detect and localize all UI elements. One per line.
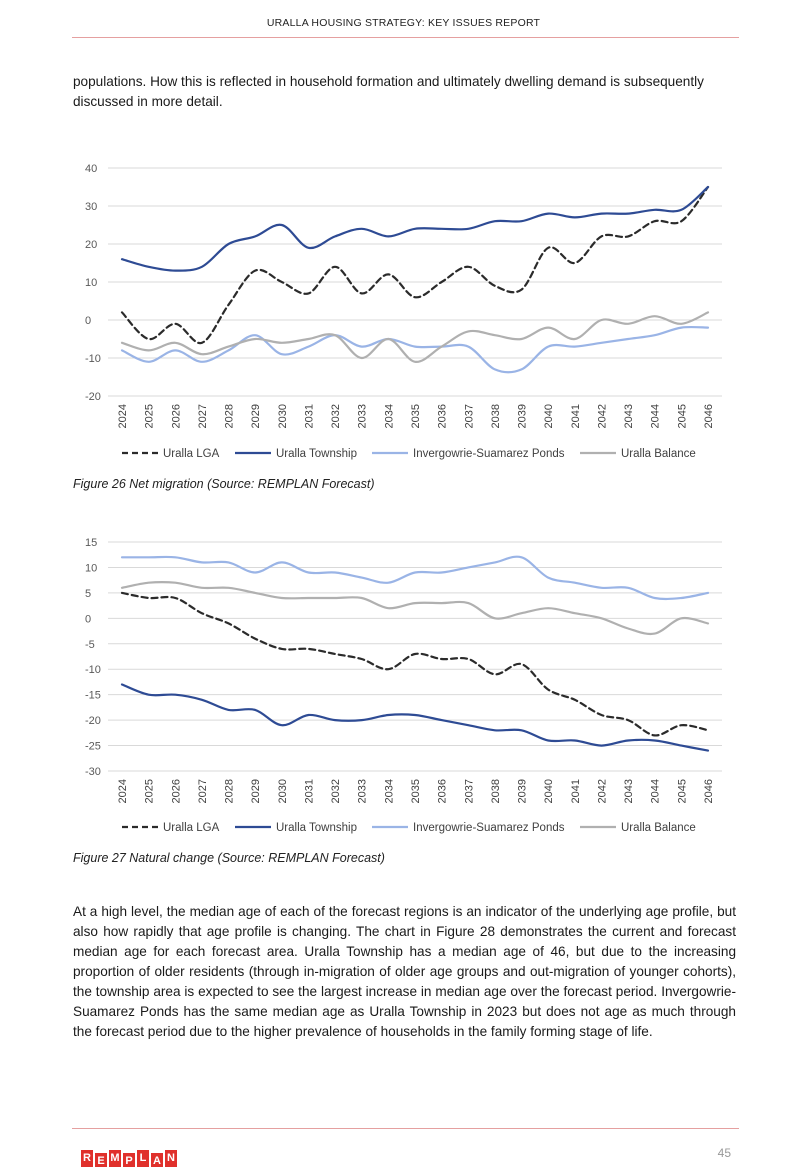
x-tick-label: 2030 bbox=[276, 779, 289, 804]
y-tick-label: -5 bbox=[85, 638, 95, 651]
natural-change-chart bbox=[60, 525, 740, 845]
body-paragraph: At a high level, the median age of each of the forecast regions is an indicator of the underlying age profile, but also how rapidly that age profile is changing. The chart in Figure 28 demonstrates the current and forecast median age for each forecast area. Uralla Township has a median age of 46, but due to the increasing proportion of older residents (through in-migration of older age groups and out-migration of younger cohorts), the township area is expected to see the largest increase in median age over the forecast period. Invergowrie-Suamarez Ponds has the same median age as Uralla Township in 2023 but does not age as much through the forecast period due to the higher prevalence of households in the family forming stage of life. bbox=[73, 904, 736, 1039]
y-tick-label: -15 bbox=[85, 689, 101, 702]
x-tick-label: 2030 bbox=[276, 404, 289, 429]
y-tick-label: -20 bbox=[85, 715, 101, 728]
y-tick-label: -25 bbox=[85, 740, 101, 753]
legend-label: Uralla Balance bbox=[621, 822, 696, 834]
page-number: 45 bbox=[717, 1146, 731, 1160]
x-tick-label: 2026 bbox=[170, 779, 183, 804]
series-line-uralla-balance bbox=[122, 582, 708, 634]
y-tick-label: 15 bbox=[85, 537, 98, 549]
legend-label: Uralla Balance bbox=[621, 448, 696, 460]
legend-label: Uralla Township bbox=[276, 822, 357, 834]
x-tick-label: 2043 bbox=[623, 779, 636, 804]
x-tick-label: 2040 bbox=[543, 404, 556, 429]
figure-26-caption: Figure 26 Net migration (Source: REMPLAN Forecast) bbox=[73, 477, 375, 491]
y-tick-label: -10 bbox=[85, 664, 101, 677]
y-tick-label: 0 bbox=[85, 613, 92, 626]
x-tick-label: 2039 bbox=[516, 779, 529, 804]
x-tick-label: 2025 bbox=[143, 779, 156, 804]
y-tick-label: 30 bbox=[85, 201, 98, 213]
y-tick-label: 10 bbox=[85, 562, 98, 575]
footer-divider bbox=[72, 1128, 739, 1129]
x-tick-label: 2036 bbox=[436, 779, 449, 804]
x-tick-label: 2033 bbox=[356, 779, 369, 804]
x-tick-label: 2038 bbox=[489, 404, 502, 429]
x-tick-label: 2045 bbox=[676, 404, 689, 429]
logo-letter: L bbox=[137, 1150, 149, 1167]
legend-label: Uralla LGA bbox=[163, 448, 220, 460]
x-tick-label: 2039 bbox=[516, 404, 529, 429]
y-tick-label: 10 bbox=[85, 277, 98, 289]
x-tick-label: 2038 bbox=[489, 779, 502, 804]
legend-label: Invergowrie-Suamarez Ponds bbox=[413, 448, 565, 460]
x-tick-label: 2026 bbox=[170, 404, 183, 429]
x-tick-label: 2043 bbox=[623, 404, 636, 429]
x-tick-label: 2029 bbox=[250, 404, 263, 429]
x-tick-label: 2029 bbox=[250, 779, 263, 804]
x-tick-label: 2033 bbox=[356, 404, 369, 429]
x-tick-label: 2037 bbox=[463, 404, 476, 429]
figure-27-caption: Figure 27 Natural change (Source: REMPLAN Forecast) bbox=[73, 851, 385, 865]
y-tick-label: -30 bbox=[85, 766, 101, 778]
x-tick-label: 2024 bbox=[117, 404, 129, 429]
y-tick-label: 40 bbox=[85, 163, 98, 175]
net-migration-chart bbox=[60, 150, 740, 470]
x-tick-label: 2045 bbox=[676, 779, 689, 804]
x-tick-label: 2042 bbox=[596, 404, 609, 429]
series-line-uralla-township bbox=[122, 187, 708, 271]
logo-letter: N bbox=[165, 1150, 177, 1167]
x-tick-label: 2028 bbox=[223, 779, 236, 804]
intro-paragraph: populations. How this is reflected in household formation and ultimately dwelling demand is subsequently discussed in more detail. bbox=[73, 74, 704, 109]
legend-label: Uralla Township bbox=[276, 448, 357, 460]
x-tick-label: 2027 bbox=[196, 404, 209, 429]
remplan-logo bbox=[81, 1150, 177, 1167]
x-tick-label: 2035 bbox=[410, 404, 422, 429]
logo-letter: R bbox=[81, 1150, 93, 1167]
y-tick-label: 0 bbox=[85, 315, 92, 327]
x-tick-label: 2037 bbox=[463, 779, 476, 804]
x-tick-label: 2035 bbox=[410, 779, 422, 804]
x-tick-label: 2028 bbox=[223, 404, 236, 429]
x-tick-label: 2031 bbox=[303, 779, 316, 804]
x-tick-label: 2046 bbox=[703, 779, 715, 804]
x-tick-label: 2032 bbox=[330, 779, 343, 804]
x-tick-label: 2046 bbox=[703, 404, 715, 429]
x-tick-label: 2032 bbox=[330, 404, 343, 429]
x-tick-label: 2041 bbox=[569, 779, 582, 804]
legend-label: Uralla LGA bbox=[163, 822, 220, 834]
header-divider bbox=[72, 37, 739, 38]
x-tick-label: 2024 bbox=[117, 779, 129, 804]
y-tick-label: 5 bbox=[85, 587, 92, 600]
x-tick-label: 2040 bbox=[543, 779, 556, 804]
x-tick-label: 2042 bbox=[596, 779, 609, 804]
logo-letter: M bbox=[109, 1150, 121, 1167]
y-tick-label: -20 bbox=[85, 391, 101, 403]
y-tick-label: 20 bbox=[85, 239, 98, 251]
report-header-title: URALLA HOUSING STRATEGY: KEY ISSUES REPORT bbox=[266, 17, 541, 29]
x-tick-label: 2027 bbox=[196, 779, 209, 804]
y-tick-label: -10 bbox=[85, 353, 101, 365]
x-tick-label: 2044 bbox=[649, 404, 662, 429]
logo-letter: E bbox=[95, 1153, 107, 1167]
x-tick-label: 2034 bbox=[383, 404, 396, 429]
x-tick-label: 2044 bbox=[649, 779, 662, 804]
x-tick-label: 2025 bbox=[143, 404, 156, 429]
x-tick-label: 2031 bbox=[303, 404, 316, 429]
legend-label: Invergowrie-Suamarez Ponds bbox=[413, 822, 565, 834]
logo-letter: A bbox=[151, 1153, 163, 1167]
x-tick-label: 2034 bbox=[383, 779, 396, 804]
logo-letter: P bbox=[123, 1153, 135, 1167]
x-tick-label: 2036 bbox=[436, 404, 449, 429]
x-tick-label: 2041 bbox=[569, 404, 582, 429]
